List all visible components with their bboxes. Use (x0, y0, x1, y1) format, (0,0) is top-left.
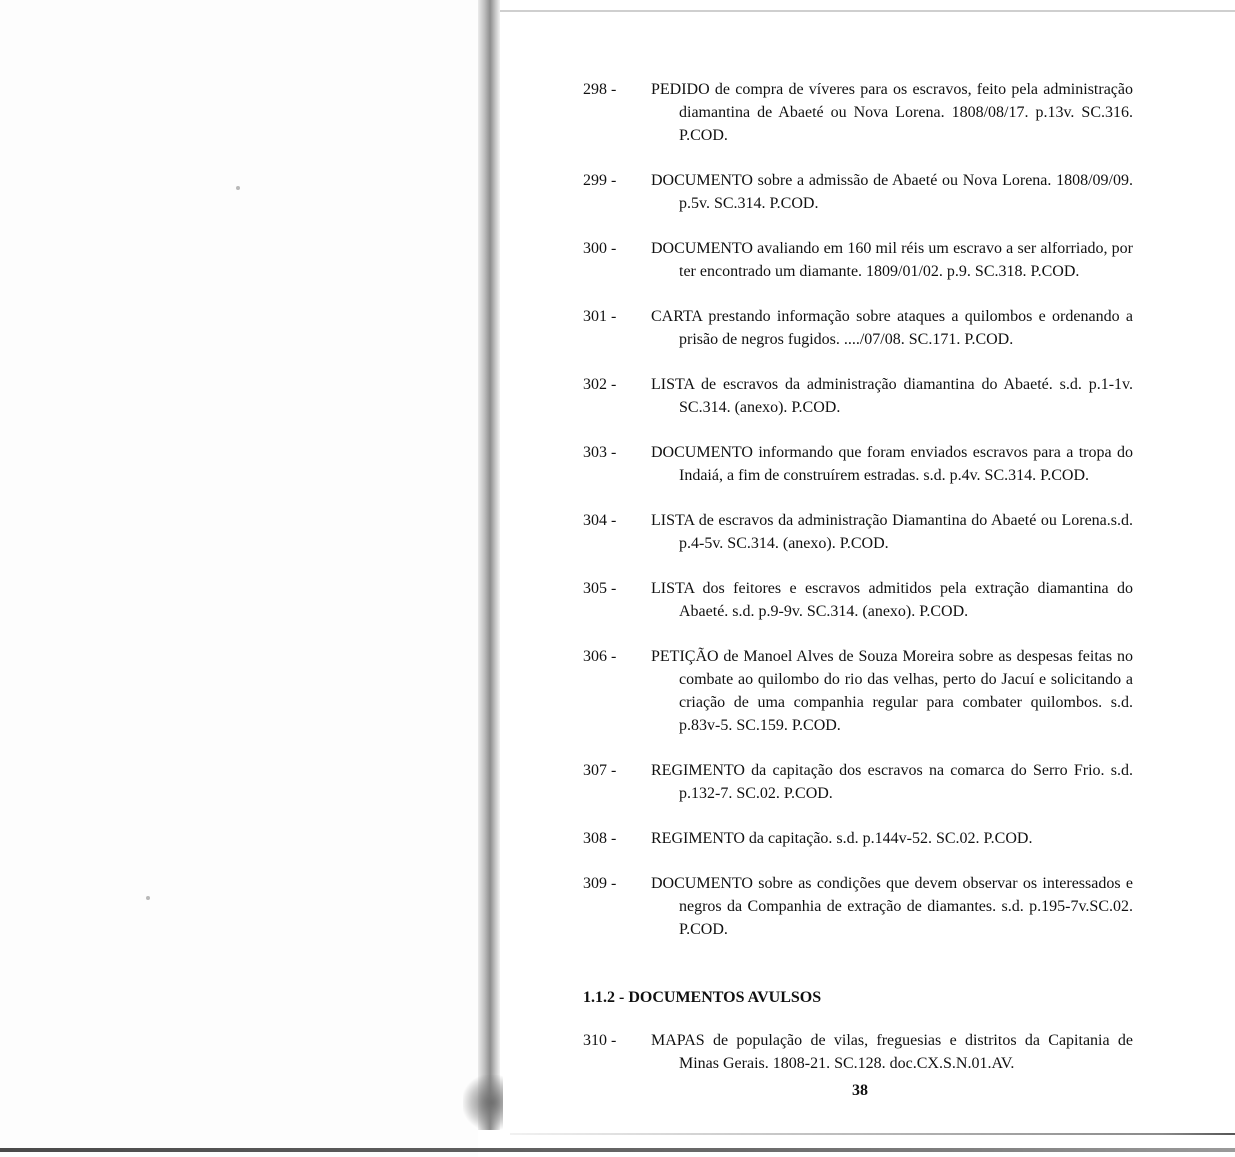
entry-text: LISTA de escravos da administração Diamantina do Abaeté ou Lorena.s.d. p.4-5v. SC.314. (anexo). P.COD. (651, 512, 1133, 552)
catalog-entry (583, 373, 1133, 419)
left-blank-page (0, 0, 478, 1157)
entry-text: DOCUMENTO informando que foram enviados escravos para a tropa do Indaiá, a fim de construírem estradas. s.d. p.4v. SC.314. P.COD. (651, 444, 1133, 484)
entry-number: 300 - (583, 240, 617, 257)
page-top-edge (500, 10, 1235, 12)
entry-number: 308 - (583, 830, 617, 847)
catalog-entry (583, 237, 1133, 283)
entry-text: MAPAS de população de vilas, freguesias e distritos da Capitania de Minas Gerais. 1808-21. SC.128. doc.CX.S.N.01.AV. (651, 1032, 1133, 1072)
entry-number: 307 - (583, 762, 617, 779)
page-bottom-edge (510, 1133, 1235, 1135)
entry-text: REGIMENTO da capitação. s.d. p.144v-52. SC.02. P.COD. (651, 830, 1033, 847)
catalog-entry (583, 1029, 1133, 1075)
catalog-entry (583, 645, 1133, 737)
catalog-entry (583, 169, 1133, 215)
section-heading: 1.1.2 - DOCUMENTOS AVULSOS (583, 989, 822, 1006)
entry-text: CARTA prestando informação sobre ataques a quilombos e ordenando a prisão de negros fugidos. ..../07/08. SC.171. P.COD. (651, 308, 1133, 348)
entry-number: 305 - (583, 580, 617, 597)
catalog-entry (583, 305, 1133, 351)
entry-number: 299 - (583, 172, 617, 189)
entry-number: 302 - (583, 376, 617, 393)
entry-number: 306 - (583, 648, 617, 665)
entry-number: 310 - (583, 1032, 617, 1049)
entry-text: LISTA de escravos da administração diamantina do Abaeté. s.d. p.1-1v. SC.314. (anexo). P.COD. (651, 376, 1133, 416)
entry-text: DOCUMENTO avaliando em 160 mil réis um escravo a ser alforriado, por ter encontrado um diamante. 1809/01/02. p.9. SC.318. P.COD. (651, 240, 1133, 280)
scan-bottom-edge (0, 1148, 1235, 1152)
catalog-entry (583, 509, 1133, 555)
catalog-entry (583, 827, 1133, 850)
catalog-entry (583, 872, 1133, 941)
scan-speck (236, 186, 240, 190)
catalog-entry (583, 759, 1133, 805)
entry-number: 303 - (583, 444, 617, 461)
entry-number: 309 - (583, 875, 617, 892)
scan-speck (146, 896, 150, 900)
catalog-entry (583, 577, 1133, 623)
entry-text: DOCUMENTO sobre a admissão de Abaeté ou Nova Lorena. 1808/09/09. p.5v. SC.314. P.COD. (651, 172, 1133, 212)
entry-text: LISTA dos feitores e escravos admitidos pela extração diamantina do Abaeté. s.d. p.9-9v. SC.314. (anexo). P.COD. (651, 580, 1133, 620)
page-number: 38 (852, 1082, 868, 1099)
catalog-page (583, 78, 1133, 1097)
book-gutter (478, 0, 500, 1130)
gutter-shadow (463, 1075, 503, 1130)
entry-number: 304 - (583, 512, 617, 529)
entry-number: 301 - (583, 308, 617, 325)
entry-number: 298 - (583, 81, 617, 98)
entry-text: PETIÇÃO de Manoel Alves de Souza Moreira sobre as despesas feitas no combate ao quilombo do rio das velhas, perto do Jacuí e solicitando a criação de uma companhia regular para combater quilombos. s.d. p.83v-5. SC.159. P.COD. (651, 648, 1133, 734)
catalog-entry (583, 441, 1133, 487)
catalog-entry (583, 78, 1133, 147)
entry-text: REGIMENTO da capitação dos escravos na comarca do Serro Frio. s.d. p.132-7. SC.02. P.COD. (651, 762, 1133, 802)
entry-text: PEDIDO de compra de víveres para os escravos, feito pela administração diamantina de Abaeté ou Nova Lorena. 1808/08/17. p.13v. SC.316. P.COD. (651, 81, 1133, 144)
entry-text: DOCUMENTO sobre as condições que devem observar os interessados e negros da Companhia de extração de diamantes. s.d. p.195-7v.SC.02. P.COD. (651, 875, 1133, 938)
